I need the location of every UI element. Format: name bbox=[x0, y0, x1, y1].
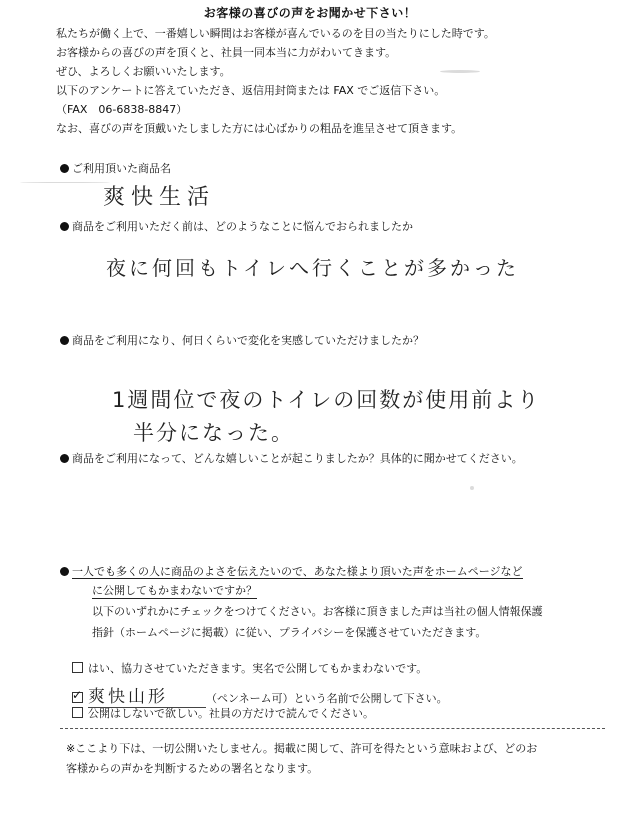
question-label-line-2: に公開してもかまわないですか？ bbox=[92, 584, 257, 597]
fax-number: （FAX 06-6838-8847） bbox=[56, 103, 188, 116]
question-label: 商品をご利用になって、どんな嬉しいことが起こりましたか？具体的に聞かせてください。 bbox=[72, 452, 523, 465]
question-publish-permission bbox=[60, 563, 523, 579]
section-divider bbox=[60, 728, 605, 729]
question-label: 商品をご利用になり、何日くらいで変化を実感していただけましたか？ bbox=[72, 334, 424, 347]
privacy-note-line-2: 指針（ホームページに掲載）に従い、プライバシーを保護させていただきます。 bbox=[92, 626, 487, 639]
option-label: （ペンネーム可）という名前で公開して下さい。 bbox=[206, 692, 448, 705]
intro-line-1: 私たちが働く上で、一番嬉しい瞬間はお客様が喜んでいるのを目の当たりにした時です。 bbox=[56, 27, 495, 40]
bullet-icon bbox=[60, 164, 69, 173]
option-no-publish[interactable] bbox=[72, 705, 374, 721]
option-label: はい、協力させていただきます。実名で公開してもかまわないです。 bbox=[88, 662, 428, 675]
footer-note-line-2: 客様からの声かを判断するための署名となります。 bbox=[66, 762, 319, 775]
intro-line-5: なお、喜びの声を頂戴いたしました方には心ばかりの粗品を進呈させて頂きます。 bbox=[56, 122, 463, 135]
scan-smudge bbox=[470, 486, 474, 490]
scan-smudge bbox=[20, 182, 110, 183]
intro-line-3: ぜひ、よろしくお願いいたします。 bbox=[56, 65, 231, 78]
option-real-name[interactable] bbox=[72, 660, 427, 676]
checkbox-real-name[interactable] bbox=[72, 662, 83, 673]
footer-note-line-1: ※ここより下は、一切公開いたしません。掲載に関して、許可を得たという意味および、どのお bbox=[66, 742, 538, 755]
bullet-icon bbox=[60, 222, 69, 231]
intro-line-4: 以下のアンケートに答えていただき、返信用封筒または FAX でご返信下さい。 bbox=[56, 84, 446, 97]
page-title: お客様の喜びの声をお聞かせ下さい！ bbox=[203, 6, 417, 20]
privacy-note-line-1: 以下のいずれかにチェックをつけてください。お客様に頂きました声は当社の個人情報保護 bbox=[92, 605, 543, 618]
answer-days-line-1: 1週間位で夜のトイレの回数が使用前より bbox=[112, 388, 541, 412]
bullet-icon bbox=[60, 336, 69, 345]
answer-before-use: 夜に何回もトイレへ行くことが多かった bbox=[106, 256, 519, 280]
question-label: ご利用頂いた商品名 bbox=[72, 162, 171, 175]
option-label: 公開はしないで欲しい。社員の方だけで読んでください。 bbox=[88, 707, 374, 720]
scan-smudge bbox=[440, 70, 480, 73]
pen-name-field[interactable]: 爽快山形 bbox=[88, 682, 206, 708]
bullet-icon bbox=[60, 454, 69, 463]
question-before-use bbox=[60, 218, 413, 234]
question-happy-events bbox=[60, 450, 523, 466]
answer-product-name: 爽快生活 bbox=[103, 185, 216, 210]
question-label: 商品をご利用いただく前は、どのようなことに悩んでおられましたか bbox=[72, 220, 413, 233]
question-product-name bbox=[60, 160, 171, 176]
question-days-to-change bbox=[60, 332, 424, 348]
bullet-icon bbox=[60, 567, 69, 576]
answer-days-line-2: 半分になった。 bbox=[133, 421, 294, 445]
question-label-line-1: 一人でも多くの人に商品のよさを伝えたいので、あなた様より頂いた声をホームページなど bbox=[72, 565, 523, 578]
intro-line-2: お客様からの喜びの声を頂くと、社員一同本当に力がわいてきます。 bbox=[56, 46, 397, 59]
checkbox-pen-name[interactable] bbox=[72, 692, 83, 703]
checkbox-no-publish[interactable] bbox=[72, 707, 83, 718]
